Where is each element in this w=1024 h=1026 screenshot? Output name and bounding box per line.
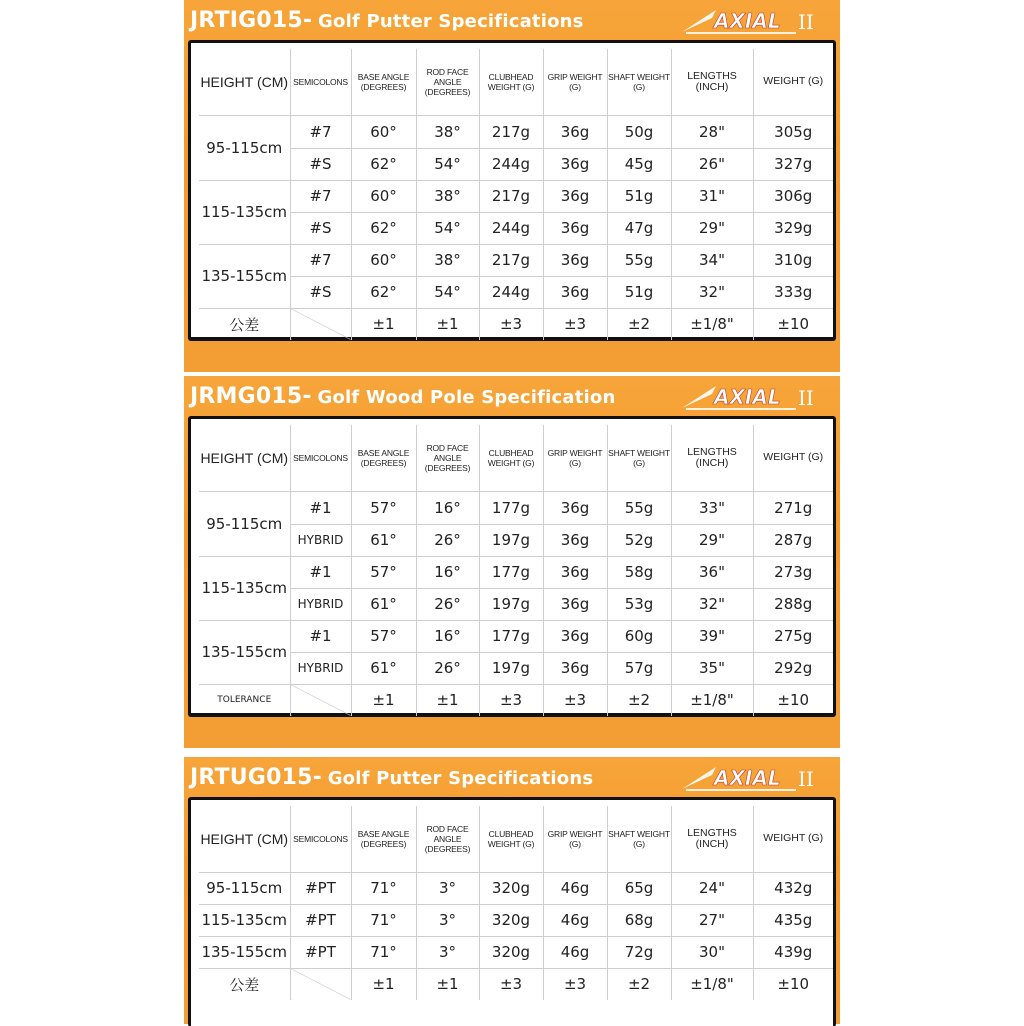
table-cell: 333g [753, 276, 833, 308]
table-cell: 26° [416, 652, 479, 684]
table-cell: 217g [479, 244, 543, 276]
table-cell: #1 [290, 491, 351, 524]
table-cell: 3° [416, 904, 479, 936]
table-cell: 71° [351, 872, 416, 904]
table-cell: 62° [351, 148, 416, 180]
table-cell: 51g [607, 276, 671, 308]
table-cell: 61° [351, 524, 416, 556]
table-cell: 55g [607, 244, 671, 276]
tolerance-cell: ±2 [607, 684, 671, 716]
tolerance-row [199, 684, 833, 716]
table-row [199, 904, 833, 936]
empty-diagonal-cell [290, 684, 351, 716]
tolerance-row [199, 308, 833, 340]
table-row [199, 115, 833, 148]
table-cell: 28" [671, 115, 753, 148]
tolerance-cell: ±1 [351, 684, 416, 716]
table-cell: 36" [671, 556, 753, 588]
col-header: HEIGHT (CM) [199, 425, 290, 491]
table-cell: 273g [753, 556, 833, 588]
height-range-cell: 115-135cm [199, 904, 290, 936]
axial-logo-icon [676, 6, 826, 36]
table-cell: 46g [543, 872, 607, 904]
col-header: ROD FACE ANGLE (DEGREES) [416, 425, 479, 491]
table-cell: 61° [351, 652, 416, 684]
table-row [199, 872, 833, 904]
table-cell: 60° [351, 115, 416, 148]
table-cell: 16° [416, 620, 479, 652]
table-cell: 244g [479, 148, 543, 180]
col-header: CLUBHEAD WEIGHT (G) [479, 425, 543, 491]
table-cell: 38° [416, 115, 479, 148]
table-cell: 197g [479, 652, 543, 684]
empty-diagonal-cell [290, 308, 351, 340]
table-cell: 60g [607, 620, 671, 652]
table-cell: 197g [479, 524, 543, 556]
table-cell: #7 [290, 180, 351, 212]
spec-table [199, 425, 833, 716]
table-cell: 57° [351, 620, 416, 652]
table-cell: 60° [351, 180, 416, 212]
table-row [199, 491, 833, 524]
tolerance-cell: ±10 [753, 684, 833, 716]
height-range-cell: 95-115cm [199, 115, 290, 180]
col-header: BASE ANGLE (DEGREES) [351, 49, 416, 115]
table-cell: #1 [290, 556, 351, 588]
table-cell: 57° [351, 556, 416, 588]
table-cell: 36g [543, 115, 607, 148]
section-2-band [184, 376, 840, 748]
tolerance-label: 公差 [199, 308, 290, 340]
table-cell: 320g [479, 904, 543, 936]
svg-text:II: II [798, 767, 814, 791]
table-row [199, 148, 833, 180]
svg-text:II: II [798, 10, 814, 34]
table-cell: 3° [416, 936, 479, 968]
table-row [199, 588, 833, 620]
table-cell: 34" [671, 244, 753, 276]
table-cell: 435g [753, 904, 833, 936]
col-header: SHAFT WEIGHT (G) [607, 425, 671, 491]
tolerance-cell: ±1 [416, 308, 479, 340]
col-header: BASE ANGLE (DEGREES) [351, 425, 416, 491]
tolerance-cell: ±1/8" [671, 684, 753, 716]
col-header: GRIP WEIGHT (G) [543, 49, 607, 115]
table-cell: 30" [671, 936, 753, 968]
table-cell: 35" [671, 652, 753, 684]
tolerance-cell: ±3 [479, 684, 543, 716]
table-cell: 54° [416, 276, 479, 308]
table-cell: #1 [290, 620, 351, 652]
table-cell: 46g [543, 904, 607, 936]
table-cell: 54° [416, 212, 479, 244]
table-cell: 197g [479, 588, 543, 620]
table-cell: 36g [543, 524, 607, 556]
table-cell: 72g [607, 936, 671, 968]
table-cell: 36g [543, 276, 607, 308]
table-cell: #PT [290, 904, 351, 936]
table-cell: 36g [543, 620, 607, 652]
height-range-cell: 95-115cm [199, 872, 290, 904]
col-header: WEIGHT (G) [753, 806, 833, 872]
tolerance-cell: ±2 [607, 968, 671, 1000]
col-header: ROD FACE ANGLE (DEGREES) [416, 806, 479, 872]
col-header: BASE ANGLE (DEGREES) [351, 806, 416, 872]
table-cell: #S [290, 148, 351, 180]
table-cell: 292g [753, 652, 833, 684]
table-cell: 177g [479, 620, 543, 652]
table-cell: 50g [607, 115, 671, 148]
svg-text:II: II [798, 386, 814, 410]
col-header: CLUBHEAD WEIGHT (G) [479, 49, 543, 115]
table-cell: 55g [607, 491, 671, 524]
table-row [199, 524, 833, 556]
table-cell: 16° [416, 556, 479, 588]
table-cell: #PT [290, 872, 351, 904]
table-cell: 53g [607, 588, 671, 620]
tolerance-cell: ±1/8" [671, 308, 753, 340]
table-cell: 305g [753, 115, 833, 148]
table-cell: 217g [479, 180, 543, 212]
table-cell: 26° [416, 524, 479, 556]
table-cell: 68g [607, 904, 671, 936]
height-range-cell: 135-155cm [199, 244, 290, 308]
col-header: SEMICOLONS [290, 49, 351, 115]
table-cell: 36g [543, 244, 607, 276]
spec-table [199, 49, 833, 340]
table-cell: 310g [753, 244, 833, 276]
tolerance-cell: ±2 [607, 308, 671, 340]
table-cell: 52g [607, 524, 671, 556]
table-cell: 244g [479, 276, 543, 308]
height-range-cell: 135-155cm [199, 936, 290, 968]
table-cell: 24" [671, 872, 753, 904]
table-cell: 36g [543, 212, 607, 244]
table-cell: 32" [671, 276, 753, 308]
table-cell: 177g [479, 556, 543, 588]
col-header: LENGTHS (INCH) [671, 806, 753, 872]
tolerance-cell: ±1 [351, 308, 416, 340]
table-cell: 39" [671, 620, 753, 652]
col-header: WEIGHT (G) [753, 425, 833, 491]
tolerance-cell: ±1 [416, 968, 479, 1000]
table-header-row [199, 806, 833, 872]
table-header-row [199, 425, 833, 491]
table-cell: 36g [543, 148, 607, 180]
table-row [199, 276, 833, 308]
height-range-cell: 115-135cm [199, 180, 290, 244]
section-title: JRTIG015- Golf Putter Specifications [190, 8, 584, 33]
table-cell: #S [290, 212, 351, 244]
height-range-cell: 115-135cm [199, 556, 290, 620]
col-header: CLUBHEAD WEIGHT (G) [479, 806, 543, 872]
table-row [199, 556, 833, 588]
table-cell: HYBRID [290, 524, 351, 556]
table-cell: 432g [753, 872, 833, 904]
table-cell: 38° [416, 180, 479, 212]
tolerance-cell: ±1/8" [671, 968, 753, 1000]
section-title: JRMG015- Golf Wood Pole Specification [190, 384, 616, 409]
table-cell: 327g [753, 148, 833, 180]
spec-table-panel [188, 40, 836, 340]
table-cell: 16° [416, 491, 479, 524]
table-cell: #7 [290, 115, 351, 148]
table-cell: 287g [753, 524, 833, 556]
table-cell: 57g [607, 652, 671, 684]
table-row [199, 244, 833, 276]
table-cell: 329g [753, 212, 833, 244]
table-cell: 33" [671, 491, 753, 524]
col-header: SEMICOLONS [290, 425, 351, 491]
tolerance-cell: ±3 [543, 684, 607, 716]
tolerance-cell: ±1 [416, 684, 479, 716]
svg-text:AXIAL: AXIAL [714, 385, 781, 409]
table-cell: 54° [416, 148, 479, 180]
table-cell: 58g [607, 556, 671, 588]
table-cell: 61° [351, 588, 416, 620]
axial-logo-icon [676, 763, 826, 793]
col-header: SEMICOLONS [290, 806, 351, 872]
table-cell: 60° [351, 244, 416, 276]
table-cell: 36g [543, 588, 607, 620]
table-cell: 45g [607, 148, 671, 180]
table-cell: 38° [416, 244, 479, 276]
table-cell: 36g [543, 180, 607, 212]
table-cell: 36g [543, 491, 607, 524]
table-row [199, 212, 833, 244]
col-header: HEIGHT (CM) [199, 806, 290, 872]
section-1-band [184, 0, 840, 372]
table-cell: 62° [351, 212, 416, 244]
table-row [199, 620, 833, 652]
table-cell: 51g [607, 180, 671, 212]
table-cell: 3° [416, 872, 479, 904]
col-header: WEIGHT (G) [753, 49, 833, 115]
table-cell: 177g [479, 491, 543, 524]
tolerance-label: 公差 [199, 968, 290, 1000]
spec-table-panel [188, 416, 836, 716]
table-cell: #PT [290, 936, 351, 968]
axial-logo-icon [676, 382, 826, 412]
col-header: GRIP WEIGHT (G) [543, 806, 607, 872]
table-cell: 306g [753, 180, 833, 212]
table-cell: 26" [671, 148, 753, 180]
tolerance-cell: ±3 [543, 968, 607, 1000]
table-cell: 32" [671, 588, 753, 620]
tolerance-cell: ±10 [753, 968, 833, 1000]
table-cell: 26° [416, 588, 479, 620]
table-cell: 439g [753, 936, 833, 968]
table-row [199, 180, 833, 212]
table-cell: 320g [479, 936, 543, 968]
table-cell: 320g [479, 872, 543, 904]
table-cell: 271g [753, 491, 833, 524]
table-cell: 217g [479, 115, 543, 148]
table-cell: 65g [607, 872, 671, 904]
table-cell: 29" [671, 212, 753, 244]
col-header: LENGTHS (INCH) [671, 425, 753, 491]
table-cell: 288g [753, 588, 833, 620]
tolerance-cell: ±1 [351, 968, 416, 1000]
empty-diagonal-cell [290, 968, 351, 1000]
tolerance-row [199, 968, 833, 1000]
table-cell: #7 [290, 244, 351, 276]
table-header-row [199, 49, 833, 115]
table-cell: 36g [543, 556, 607, 588]
col-header: LENGTHS (INCH) [671, 49, 753, 115]
table-row [199, 652, 833, 684]
section-3-band [184, 757, 840, 1024]
height-range-cell: 95-115cm [199, 491, 290, 556]
table-cell: 47g [607, 212, 671, 244]
table-row [199, 936, 833, 968]
col-header: ROD FACE ANGLE (DEGREES) [416, 49, 479, 115]
table-cell: 31" [671, 180, 753, 212]
table-cell: 27" [671, 904, 753, 936]
table-cell: 29" [671, 524, 753, 556]
tolerance-cell: ±3 [543, 308, 607, 340]
table-cell: 57° [351, 491, 416, 524]
spec-table [199, 806, 833, 1000]
col-header: SHAFT WEIGHT (G) [607, 806, 671, 872]
table-cell: 36g [543, 652, 607, 684]
table-cell: HYBRID [290, 588, 351, 620]
table-cell: 275g [753, 620, 833, 652]
table-cell: 62° [351, 276, 416, 308]
col-header: HEIGHT (CM) [199, 49, 290, 115]
col-header: SHAFT WEIGHT (G) [607, 49, 671, 115]
spec-table-panel [188, 797, 836, 1026]
table-cell: 71° [351, 904, 416, 936]
height-range-cell: 135-155cm [199, 620, 290, 684]
table-cell: HYBRID [290, 652, 351, 684]
table-cell: 71° [351, 936, 416, 968]
svg-text:AXIAL: AXIAL [714, 9, 781, 33]
table-cell: 244g [479, 212, 543, 244]
table-cell: #S [290, 276, 351, 308]
section-title: JRTUG015- Golf Putter Specifications [190, 765, 594, 790]
svg-text:AXIAL: AXIAL [714, 766, 781, 790]
tolerance-cell: ±3 [479, 308, 543, 340]
tolerance-cell: ±10 [753, 308, 833, 340]
tolerance-label: TOLERANCE [199, 684, 290, 716]
col-header: GRIP WEIGHT (G) [543, 425, 607, 491]
table-cell: 46g [543, 936, 607, 968]
tolerance-cell: ±3 [479, 968, 543, 1000]
